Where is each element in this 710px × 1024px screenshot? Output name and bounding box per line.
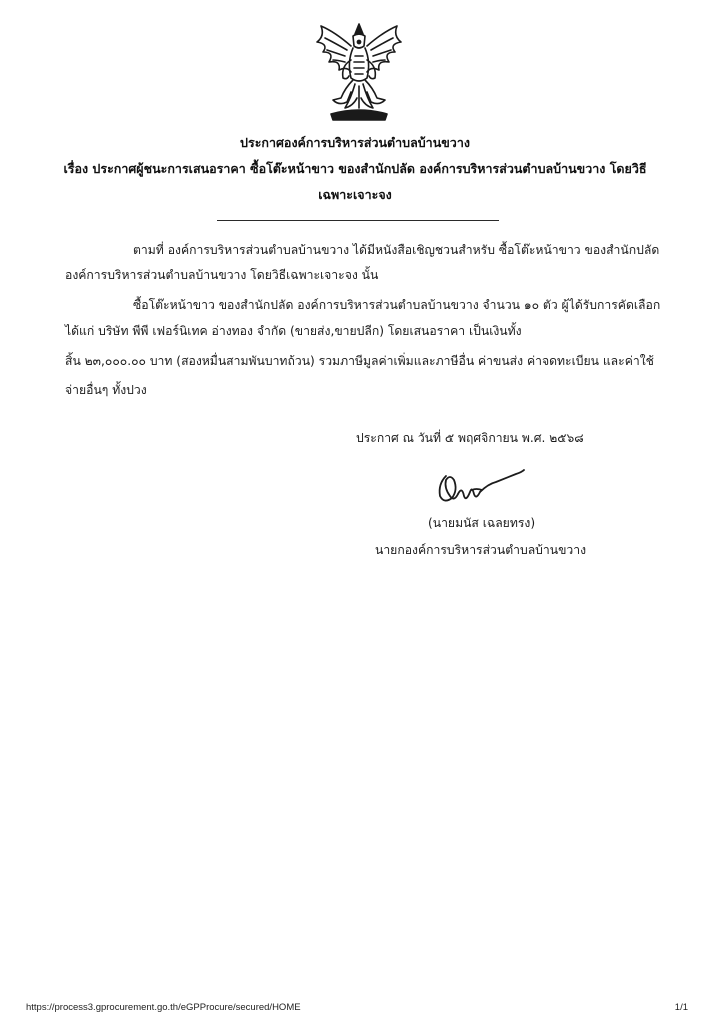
footer-page-number: 1/1: [674, 1002, 688, 1013]
body-line-2: องค์การบริหารส่วนตำบลบ้านขวาง โดยวิธีเฉพาะเจาะจง นั้น: [65, 268, 379, 282]
body-line-3: ซื้อโต๊ะหน้าขาว ของสำนักปลัด องค์การบริหารส่วนตำบลบ้านขวาง จำนวน ๑๐ ตัว ผู้ได้รับการคัดเลือก: [133, 298, 661, 312]
subject-line-1: เรื่อง ประกาศผู้ชนะการเสนอราคา ซื้อโต๊ะหน้าขาว ของสำนักปลัด องค์การบริหารส่วนตำบลบ้านขวาง โดยวิธี: [63, 161, 647, 176]
body-line-5: สิ้น ๒๓,๐๐๐.๐๐ บาท (สองหมื่นสามพันบาทถ้วน) รวมภาษีมูลค่าเพิ่มและภาษีอื่น ค่าขนส่ง ค่าจดทะเบียน และค่าใช้: [65, 354, 654, 368]
signer-name: (นายมนัส เฉลยทรง): [428, 516, 536, 530]
garuda-emblem-icon: [311, 22, 407, 122]
announce-date: ประกาศ ณ วันที่ ๕ พฤศจิกายน พ.ศ. ๒๕๖๘: [356, 431, 584, 445]
body-line-6: จ่ายอื่นๆ ทั้งปวง: [65, 383, 147, 397]
organization-title: ประกาศองค์การบริหารส่วนตำบลบ้านขวาง: [240, 135, 470, 150]
signer-title: นายกองค์การบริหารส่วนตำบลบ้านขวาง: [375, 543, 587, 557]
title-divider: [217, 220, 499, 221]
handwritten-signature-icon: [432, 466, 528, 510]
body-line-1: ตามที่ องค์การบริหารส่วนตำบลบ้านขวาง ได้มีหนังสือเชิญชวนสำหรับ ซื้อโต๊ะหน้าขาว ของสำนักปลัด: [133, 243, 660, 257]
body-line-4: ได้แก่ บริษัท พีพี เฟอร์นิเทค อ่างทอง จำกัด (ขายส่ง,ขายปลีก) โดยเสนอราคา เป็นเงินทั้ง: [65, 324, 522, 338]
subject-line-2: เฉพาะเจาะจง: [318, 187, 392, 202]
footer-url: https://process3.gprocurement.go.th/eGPProcure/secured/HOME: [26, 1002, 301, 1013]
